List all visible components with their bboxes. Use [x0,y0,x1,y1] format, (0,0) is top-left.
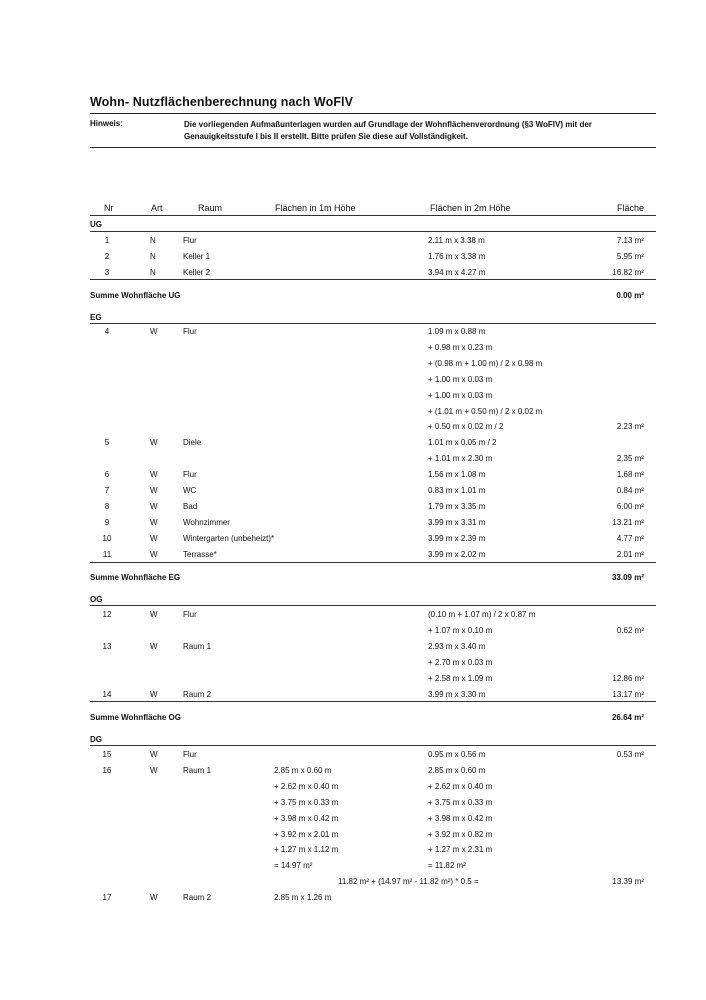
cell-f2: 2.11 m x 3.38 m [428,236,485,245]
eg-end-rule [90,562,656,563]
col-flaeche: Fläche [616,203,644,213]
cell-f2: (0.10 m + 1.07 m) / 2 x 0.87 m [428,610,536,619]
cell-raum: Flur [183,236,197,245]
cell-f2: 1.01 m x 0.05 m / 2 [428,438,497,448]
cell-f2: 2.93 m x 3.40 m [428,641,486,651]
cell-fl: 2.35 m² [616,454,644,464]
cell-f2: 0.83 m x 1.01 m [428,486,486,495]
cell-f1: + 1.27 m x 1.12 m [274,845,339,855]
cell-nr: 5 [104,438,110,448]
ug-end-rule [90,279,656,280]
section-dg-rule [90,745,656,746]
cell-fl: 13.39 m² [612,877,644,887]
cell-f2: 3.99 m x 3.30 m [428,689,486,699]
cell-nr: 3 [104,267,110,277]
section-ug-label: UG [90,220,102,229]
cell-art: W [150,533,158,543]
cell-f2: + 2.62 m x 0.40 m [428,781,493,791]
cell-fl: 4.77 m² [616,533,644,543]
col-flaechen-1m: Flächen in 1m Höhe [275,203,356,213]
section-eg-rule [90,323,656,324]
cell-raum: Raum 2 [183,689,212,699]
cell-nr: 8 [104,501,110,511]
cell-nr: 12 [102,610,112,619]
cell-raum: Raum 1 [183,641,212,651]
note-text: Die vorliegenden Aufmaßunterlagen wurden auf Grundlage der Wohnflächenverordnung (§3 WoFlV) mit der Genauigkeitsstufe I bis II erstellt. Bitte prüfen Sie diese auf Vollständigkeit. [184,120,592,141]
cell-nr: 13 [102,641,112,651]
note-label: Hinweis: [90,119,123,128]
cell-f2: 3.99 m x 2.39 m [428,533,486,543]
cell-f2: + 1.00 m x 0.03 m [428,374,493,384]
col-flaechen-2m: Flächen in 2m Höhe [430,203,511,213]
cell-nr: 14 [102,689,112,699]
cell-nr: 2 [104,251,110,261]
cell-f1: + 3.98 m x 0.42 m [274,813,339,823]
cell-art: N [150,251,156,261]
cell-f2: + (0.98 m + 1.00 m) / 2 x 0.98 m [428,358,543,368]
cell-raum: WC [183,486,197,495]
cell-f1: + 2.62 m x 0.40 m [274,781,339,791]
cell-nr: 16 [102,765,112,775]
cell-raum: Raum 1 [183,765,212,775]
cell-f2: + 3.92 m x 0.82 m [428,829,493,839]
sum-eg-label: Summe Wohnfläche EG [90,573,181,582]
cell-raum: Terrasse* [183,549,217,559]
cell-raum: Wohnzimmer [183,517,230,527]
cell-f2: 0.95 m x 0.56 m [428,750,486,759]
cell-art: W [150,486,158,495]
section-og-label: OG [90,595,103,604]
cell-fl: 13.21 m² [612,517,644,527]
cell-f2: 3.99 m x 3.31 m [428,517,486,527]
page-title: Wohn- Nutzflächenberechnung nach WoFlV [90,95,354,109]
header-rule [90,215,656,216]
cell-nr: 17 [102,893,112,903]
cell-nr: 7 [104,486,110,495]
cell-raum: Keller 1 [183,251,211,261]
cell-fl: 13.17 m² [612,689,644,699]
cell-f2: + 1.27 m x 2.31 m [428,845,493,855]
cell-nr: 11 [102,549,112,559]
cell-nr: 9 [104,517,110,527]
cell-f1: + 3.75 m x 0.33 m [274,797,339,807]
cell-raum: Bad [183,501,198,511]
section-dg-label: DG [90,735,102,744]
sum-ug-label: Summe Wohnfläche UG [90,291,181,300]
cell-formula: 11.82 m² + (14.97 m² - 11.82 m²) * 0.5 = [338,877,479,887]
cell-f2: = 11.82 m² [428,861,466,871]
cell-art: N [150,236,156,245]
cell-f2: + 1.00 m x 0.03 m [428,390,493,400]
cell-raum: Flur [183,610,197,619]
note-rule [90,147,656,148]
cell-art: W [150,750,158,759]
cell-f2: 1.76 m x 3.38 m [428,251,486,261]
cell-nr: 10 [102,533,112,543]
cell-art: W [150,765,158,775]
cell-f1: 2.85 m x 0.60 m [274,765,332,775]
cell-f1: + 3.92 m x 2.01 m [274,829,339,839]
cell-raum: Wintergarten (unbeheizt)* [183,533,275,543]
cell-f2: + (1.01 m + 0.50 m) / 2 x 0.02 m [428,406,543,416]
cell-fl: 16.82 m² [612,267,644,277]
cell-fl: 6.00 m² [616,501,644,511]
og-end-rule [90,701,656,702]
cell-f2: + 1.01 m x 2.30 m [428,454,493,464]
col-art: Art [151,203,163,213]
cell-f2: 1.79 m x 3.35 m [428,501,486,511]
cell-f1: 2.85 m x 1.26 m [274,893,332,903]
cell-f2: + 3.98 m x 0.42 m [428,813,493,823]
cell-raum: Keller 2 [183,267,211,277]
cell-raum: Diele [183,438,202,448]
cell-art: N [150,267,156,277]
section-og-rule [90,605,656,606]
cell-f1: = 14.97 m² [274,861,313,871]
cell-f2: 2.85 m x 0.60 m [428,765,486,775]
cell-art: W [150,610,158,619]
cell-nr: 15 [102,750,112,759]
cell-fl: 0.84 m² [616,486,644,495]
cell-art: W [150,501,158,511]
cell-art: W [150,470,158,480]
cell-fl: 7.13 m² [616,236,644,245]
cell-fl: 0.53 m² [616,750,644,759]
cell-f2: + 1.07 m x 0.10 m [428,625,493,635]
sum-ug-value: 0.00 m² [616,291,644,300]
cell-f2: + 0.98 m x 0.23 m [428,342,493,352]
sum-og-label: Summe Wohnfläche OG [90,713,181,722]
sum-eg-value: 33.09 m² [611,573,644,582]
section-eg-label: EG [90,313,102,322]
col-nr: Nr [104,203,114,213]
cell-fl: 2.23 m² [616,422,644,432]
cell-fl: 12.86 m² [612,673,644,683]
cell-art: W [150,438,158,448]
cell-art: W [150,893,158,903]
sum-og-value: 26.64 m² [611,713,644,722]
cell-f2: 1.56 m x 1.08 m [428,470,486,480]
cell-f2: 3.99 m x 2.02 m [428,549,486,559]
cell-fl: 1.68 m² [616,470,644,480]
cell-f2: + 2.70 m x 0.03 m [428,657,493,667]
cell-raum: Flur [183,470,197,480]
cell-nr: 6 [104,470,110,480]
cell-art: W [150,517,158,527]
cell-nr: 4 [104,327,110,336]
cell-f2: + 0.50 m x 0.02 m / 2 [428,422,504,432]
cell-art: W [150,641,158,651]
cell-fl: 2.01 m² [616,549,644,559]
cell-art: W [150,549,158,559]
cell-art: W [150,689,158,699]
cell-f2: 3.94 m x 4.27 m [428,267,486,277]
cell-raum: Flur [183,327,197,336]
col-raum: Raum [198,203,223,213]
cell-raum: Raum 2 [183,893,212,903]
cell-f2: + 3.75 m x 0.33 m [428,797,493,807]
cell-raum: Flur [183,750,197,759]
cell-f2: + 2.58 m x 1.09 m [428,673,493,683]
cell-nr: 1 [104,236,110,245]
section-ug-rule [90,231,656,232]
cell-fl: 5.95 m² [616,251,644,261]
cell-f2: 1.09 m x 0.88 m [428,327,486,336]
cell-fl: 0.62 m² [616,625,644,635]
title-rule [90,113,656,114]
cell-art: W [150,327,158,336]
